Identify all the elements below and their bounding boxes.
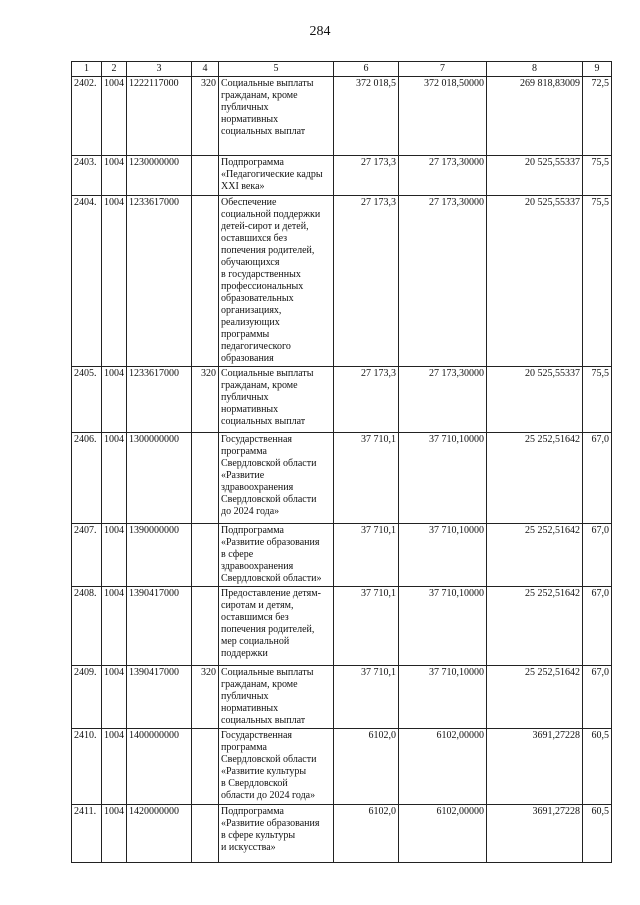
item-name-line: попечения родителей, bbox=[221, 245, 315, 256]
executed-amount: 25 252,51642 bbox=[487, 666, 583, 729]
item-name-line: реализующих bbox=[221, 317, 280, 328]
plan-amount: 27 173,3 bbox=[334, 196, 399, 367]
execution-percent: 60,5 bbox=[583, 805, 612, 863]
row-number: 2409. bbox=[72, 666, 102, 729]
plan-amount: 27 173,3 bbox=[334, 367, 399, 433]
item-name-line: Свердловской области bbox=[221, 494, 317, 505]
item-name-line: Государственная bbox=[221, 730, 293, 741]
executed-amount: 20 525,55337 bbox=[487, 156, 583, 196]
expense-type bbox=[192, 587, 219, 666]
table-row bbox=[72, 156, 612, 196]
item-name-line: гражданам, кроме bbox=[221, 90, 298, 101]
item-name-line: образования bbox=[221, 353, 274, 364]
item-name-line: области до 2024 года» bbox=[221, 790, 316, 801]
column-header: 1 bbox=[72, 62, 102, 77]
expense-type: 320 bbox=[192, 367, 219, 433]
executed-amount: 25 252,51642 bbox=[487, 433, 583, 524]
executed-amount: 20 525,55337 bbox=[487, 196, 583, 367]
item-name-line: социальных выплат bbox=[221, 416, 306, 427]
item-name-line: публичных bbox=[221, 691, 269, 702]
section-code: 1004 bbox=[102, 805, 127, 863]
expense-type bbox=[192, 805, 219, 863]
execution-percent: 75,5 bbox=[583, 156, 612, 196]
table-row bbox=[72, 196, 612, 367]
expense-type bbox=[192, 433, 219, 524]
section-code: 1004 bbox=[102, 77, 127, 156]
plan-amount: 27 173,3 bbox=[334, 156, 399, 196]
item-name-line: образовательных bbox=[221, 293, 294, 304]
approved-amount: 372 018,50000 bbox=[399, 77, 487, 156]
item-name-line: поддержки bbox=[221, 648, 268, 659]
column-header: 2 bbox=[102, 62, 127, 77]
item-name-line: «Развитие культуры bbox=[221, 766, 307, 777]
item-name-line: Государственная bbox=[221, 434, 293, 445]
item-name-line: Подпрограмма bbox=[221, 806, 284, 817]
item-name-line: нормативных bbox=[221, 703, 279, 714]
article-code: 1233617000 bbox=[127, 196, 192, 367]
item-name bbox=[219, 524, 334, 587]
executed-amount: 3691,27228 bbox=[487, 729, 583, 805]
item-name bbox=[219, 729, 334, 805]
article-code: 1230000000 bbox=[127, 156, 192, 196]
executed-amount: 25 252,51642 bbox=[487, 524, 583, 587]
article-code: 1300000000 bbox=[127, 433, 192, 524]
item-name-line: XXI века» bbox=[221, 181, 265, 192]
item-name-line: программа bbox=[221, 446, 267, 457]
row-number: 2407. bbox=[72, 524, 102, 587]
row-number: 2411. bbox=[72, 805, 102, 863]
row-number: 2405. bbox=[72, 367, 102, 433]
item-name-line: профессиональных bbox=[221, 281, 304, 292]
plan-amount: 372 018,5 bbox=[334, 77, 399, 156]
table-header-row bbox=[72, 62, 612, 77]
plan-amount: 6102,0 bbox=[334, 729, 399, 805]
item-name-line: Свердловской области bbox=[221, 754, 317, 765]
item-name bbox=[219, 666, 334, 729]
item-name-line: Социальные выплаты bbox=[221, 78, 314, 89]
section-code: 1004 bbox=[102, 666, 127, 729]
item-name-line: гражданам, кроме bbox=[221, 380, 298, 391]
item-name-line: детей-сирот и детей, bbox=[221, 221, 309, 232]
column-header: 7 bbox=[399, 62, 487, 77]
executed-amount: 20 525,55337 bbox=[487, 367, 583, 433]
item-name bbox=[219, 805, 334, 863]
item-name-line: в сфере культуры bbox=[221, 830, 296, 841]
row-number: 2410. bbox=[72, 729, 102, 805]
execution-percent: 67,0 bbox=[583, 524, 612, 587]
plan-amount: 37 710,1 bbox=[334, 433, 399, 524]
approved-amount: 37 710,10000 bbox=[399, 587, 487, 666]
item-name-line: социальных выплат bbox=[221, 126, 306, 137]
item-name-line: нормативных bbox=[221, 114, 279, 125]
item-name-line: Свердловской области» bbox=[221, 573, 322, 584]
expense-type: 320 bbox=[192, 666, 219, 729]
executed-amount: 269 818,83009 bbox=[487, 77, 583, 156]
section-code: 1004 bbox=[102, 729, 127, 805]
item-name-line: «Педагогические кадры bbox=[221, 169, 323, 180]
item-name-line: Обеспечение bbox=[221, 197, 277, 208]
item-name-line: Подпрограмма bbox=[221, 157, 284, 168]
section-code: 1004 bbox=[102, 587, 127, 666]
row-number: 2406. bbox=[72, 433, 102, 524]
article-code: 1390417000 bbox=[127, 666, 192, 729]
item-name-line: Свердловской области bbox=[221, 458, 317, 469]
approved-amount: 6102,00000 bbox=[399, 729, 487, 805]
expense-type bbox=[192, 524, 219, 587]
item-name-line: оставшихся без bbox=[221, 233, 288, 244]
column-header: 4 bbox=[192, 62, 219, 77]
item-name-line: организациях, bbox=[221, 305, 282, 316]
section-code: 1004 bbox=[102, 524, 127, 587]
table-row bbox=[72, 433, 612, 524]
plan-amount: 37 710,1 bbox=[334, 587, 399, 666]
approved-amount: 27 173,30000 bbox=[399, 196, 487, 367]
page-number: 284 bbox=[309, 24, 331, 39]
budget-table bbox=[71, 61, 612, 863]
item-name-line: сиротам и детям, bbox=[221, 600, 294, 611]
item-name-line: «Развитие образования bbox=[221, 818, 320, 829]
item-name-line: в государственных bbox=[221, 269, 301, 280]
column-header: 8 bbox=[487, 62, 583, 77]
approved-amount: 37 710,10000 bbox=[399, 666, 487, 729]
table-row bbox=[72, 666, 612, 729]
expense-type: 320 bbox=[192, 77, 219, 156]
execution-percent: 75,5 bbox=[583, 367, 612, 433]
item-name-line: публичных bbox=[221, 392, 269, 403]
table-row bbox=[72, 77, 612, 156]
expense-type bbox=[192, 196, 219, 367]
item-name-line: в сфере bbox=[221, 549, 254, 560]
item-name bbox=[219, 156, 334, 196]
item-name-line: Социальные выплаты bbox=[221, 368, 314, 379]
plan-amount: 37 710,1 bbox=[334, 666, 399, 729]
article-code: 1390417000 bbox=[127, 587, 192, 666]
item-name-line: нормативных bbox=[221, 404, 279, 415]
approved-amount: 27 173,30000 bbox=[399, 367, 487, 433]
execution-percent: 60,5 bbox=[583, 729, 612, 805]
item-name-line: программа bbox=[221, 742, 267, 753]
item-name-line: «Развитие bbox=[221, 470, 265, 481]
item-name bbox=[219, 367, 334, 433]
approved-amount: 27 173,30000 bbox=[399, 156, 487, 196]
item-name-line: публичных bbox=[221, 102, 269, 113]
item-name-line: и искусства» bbox=[221, 842, 276, 853]
execution-percent: 67,0 bbox=[583, 666, 612, 729]
item-name-line: в Свердловской bbox=[221, 778, 288, 789]
item-name-line: Подпрограмма bbox=[221, 525, 284, 536]
executed-amount: 3691,27228 bbox=[487, 805, 583, 863]
execution-percent: 75,5 bbox=[583, 196, 612, 367]
article-code: 1390000000 bbox=[127, 524, 192, 587]
executed-amount: 25 252,51642 bbox=[487, 587, 583, 666]
row-number: 2403. bbox=[72, 156, 102, 196]
item-name-line: «Развитие образования bbox=[221, 537, 320, 548]
article-code: 1420000000 bbox=[127, 805, 192, 863]
plan-amount: 37 710,1 bbox=[334, 524, 399, 587]
item-name bbox=[219, 77, 334, 156]
article-code: 1400000000 bbox=[127, 729, 192, 805]
section-code: 1004 bbox=[102, 367, 127, 433]
item-name-line: мер социальной bbox=[221, 636, 290, 647]
table-row bbox=[72, 729, 612, 805]
approved-amount: 6102,00000 bbox=[399, 805, 487, 863]
section-code: 1004 bbox=[102, 433, 127, 524]
column-header: 9 bbox=[583, 62, 612, 77]
column-header: 5 bbox=[219, 62, 334, 77]
table-row bbox=[72, 587, 612, 666]
section-code: 1004 bbox=[102, 196, 127, 367]
section-code: 1004 bbox=[102, 156, 127, 196]
table-row bbox=[72, 367, 612, 433]
plan-amount: 6102,0 bbox=[334, 805, 399, 863]
item-name-line: здравоохранения bbox=[221, 561, 294, 572]
item-name-line: программы bbox=[221, 329, 270, 340]
execution-percent: 72,5 bbox=[583, 77, 612, 156]
item-name-line: Социальные выплаты bbox=[221, 667, 314, 678]
item-name-line: социальных выплат bbox=[221, 715, 306, 726]
table-row bbox=[72, 805, 612, 863]
column-header: 3 bbox=[127, 62, 192, 77]
item-name-line: социальной поддержки bbox=[221, 209, 321, 220]
article-code: 1222117000 bbox=[127, 77, 192, 156]
item-name bbox=[219, 587, 334, 666]
expense-type bbox=[192, 156, 219, 196]
item-name-line: Предоставление детям- bbox=[221, 588, 321, 599]
column-header: 6 bbox=[334, 62, 399, 77]
item-name-line: оставшимся без bbox=[221, 612, 289, 623]
execution-percent: 67,0 bbox=[583, 587, 612, 666]
execution-percent: 67,0 bbox=[583, 433, 612, 524]
approved-amount: 37 710,10000 bbox=[399, 524, 487, 587]
item-name-line: до 2024 года» bbox=[221, 506, 280, 517]
item-name-line: попечения родителей, bbox=[221, 624, 315, 635]
expense-type bbox=[192, 729, 219, 805]
item-name-line: здравоохранения bbox=[221, 482, 294, 493]
item-name bbox=[219, 196, 334, 367]
item-name-line: гражданам, кроме bbox=[221, 679, 298, 690]
item-name-line: обучающихся bbox=[221, 257, 280, 268]
table-row bbox=[72, 524, 612, 587]
row-number: 2404. bbox=[72, 196, 102, 367]
item-name bbox=[219, 433, 334, 524]
row-number: 2402. bbox=[72, 77, 102, 156]
article-code: 1233617000 bbox=[127, 367, 192, 433]
row-number: 2408. bbox=[72, 587, 102, 666]
approved-amount: 37 710,10000 bbox=[399, 433, 487, 524]
item-name-line: педагогического bbox=[221, 341, 291, 352]
